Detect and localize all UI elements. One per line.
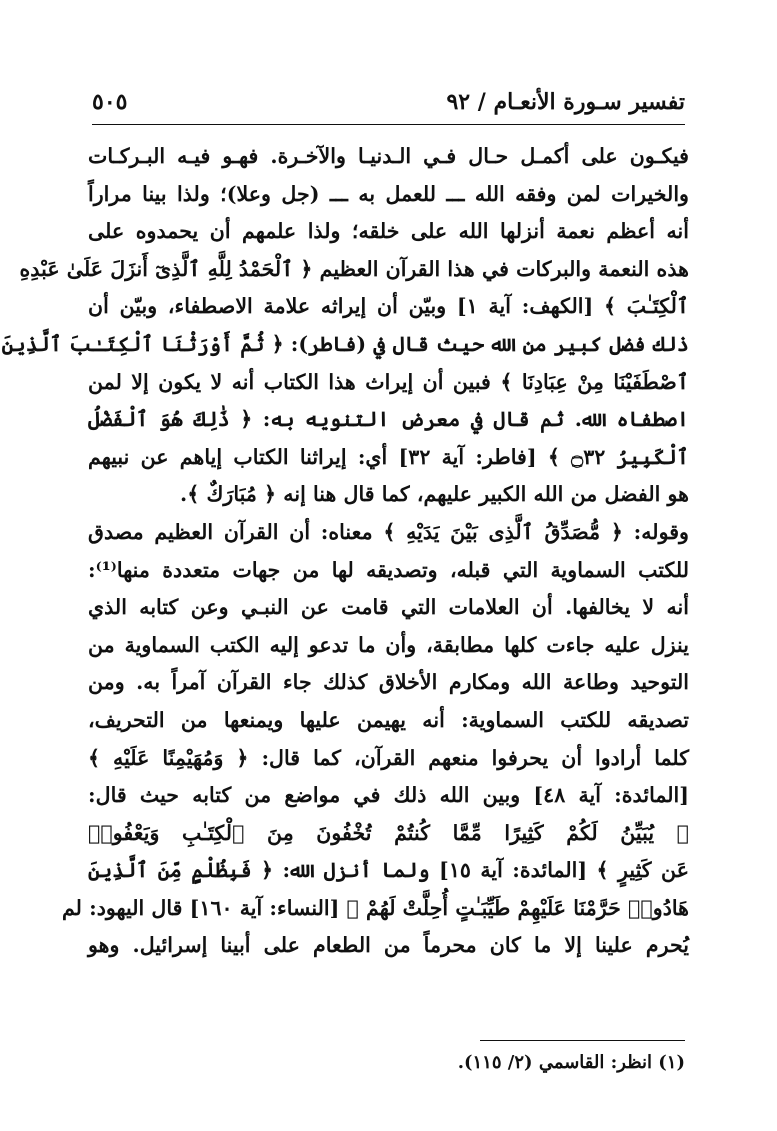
text-line: والخيرات لمن وفقه الله ـــ للعمل به ـــ (جل وعلا)؛ ولذا بينا مراراً — [88, 181, 689, 206]
text-line: اصطفاه الله. ثم قال في معرض التنويه به: ﴿ ذَٰلِكَ هُوَ ٱلْفَضْلُ — [88, 407, 689, 432]
header-divider — [92, 124, 685, 125]
text-line: كلما أرادوا أن يحرفوا منعهم القرآن، كما قال: ﴿ وَمُهَيْمِنًا عَلَيْهِ ﴾ — [88, 745, 689, 770]
text-line: ﴿ يُبَيِّنُ لَكُمْ كَثِيرًا مِّمَّا كُنتُمْ تُخْفُونَ مِنَ ٱلْكِتَـٰبِ وَيَعْفُوا۟ — [88, 820, 689, 845]
text-line: ٱصْطَفَيْنَا مِنْ عِبَادِنَا ﴾ فبين أن إيراث هذا الكتاب أنه لا يكون إلا لمن — [88, 369, 689, 394]
page-number: ٥٠٥ — [92, 89, 128, 115]
text-line: فيكـون على أكمـل حـال فـي الـدنيـا والآخـرة. فهـو فيـه البـركـات — [88, 144, 689, 168]
text-line: يُحرم علينا إلا ما كان محرماً من الطعام على أبينا إسرائيل. وهو — [88, 933, 689, 958]
text-line: [المائدة: آية ٤٨] وبين الله ذلك في مواضع من كتابه حيث قال: — [88, 783, 690, 808]
running-title: تفسير سـورة الأنعـام / ٩٢ — [446, 89, 685, 115]
text-line: للكتب السماوية التي قبله، وتصديقه لها من جهات متعددة منها⁽¹⁾: — [88, 557, 689, 582]
text-line: ينزل عليه جاءت كلها مطابقة، وأن ما تدعو إليه الكتب السماوية من — [88, 632, 689, 657]
text-line: هو الفضل من الله الكبير عليهم، كما قال هنا إنه ﴿ مُبَارَكٌ ﴾. — [180, 482, 689, 507]
text-line: تصديقه للكتب السماوية: أنه يهيمن عليها ويمنعها من التحريف، — [88, 707, 689, 732]
text-line: أنه أعظم نعمة أنزلها الله على خلقه؛ ولذا علمهم أن يحمدوه على — [88, 219, 689, 244]
text-line: التوحيد وطاعة الله ومكارم الأخلاق كذلك جاء القرآن آمراً به. ومن — [88, 670, 689, 695]
page-header — [92, 82, 685, 122]
body-text — [1, 138, 690, 965]
footnote-divider — [480, 1040, 685, 1041]
text-line: وقوله: ﴿ مُّصَدِّقُ ٱلَّذِى بَيْنَ يَدَيْهِ ﴾ معناه: أن القرآن العظيم مصدق — [88, 519, 689, 544]
text-line: هذه النعمة والبركات في هذا القرآن العظيم ﴿ ٱلْحَمْدُ لِلَّهِ ٱلَّذِىٓ أَنزَلَ عَلَىٰ عَبْدِهِ — [19, 256, 689, 281]
text-line: ٱلْكَبِيرُ ۝٣٢ ﴾ [فاطر: آية ٣٢] أي: إيراثنا الكتاب إياهم عن نبيهم — [88, 444, 689, 469]
text-line: ٱلْكِتَـٰبَ ﴾ [الكهف: آية ١] وبيّن أن إيراثه علامة الاصطفاء، وبيّن أن — [88, 294, 689, 319]
text-line: عَن كَثِيرٍ ﴾ [المائدة: آية ١٥] ولما أنزل الله: ﴿ فَبِظُلْمٍ مِّنَ ٱلَّذِينَ — [88, 858, 689, 883]
text-line: ذلك فضل كبير من الله حيث قال في (فاطر): ﴿ ثُمَّ أَوْرَثْنَا ٱلْكِتَـٰبَ ٱلَّذِينَ — [1, 331, 689, 356]
text-line: هَادُوا۟ حَرَّمْنَا عَلَيْهِمْ طَيِّبَـٰتٍ أُحِلَّتْ لَهُمْ ﴾ [النساء: آية ١٦٠] قال اليهود: لم — [61, 895, 689, 920]
footnote: (١) انظر: القاسمي (٢/ ١١٥). — [457, 1052, 685, 1073]
text-line: أنه لا يخالفها. أن العلامات التي قامت عن النبـي وعن كتابه الذي — [88, 595, 689, 620]
